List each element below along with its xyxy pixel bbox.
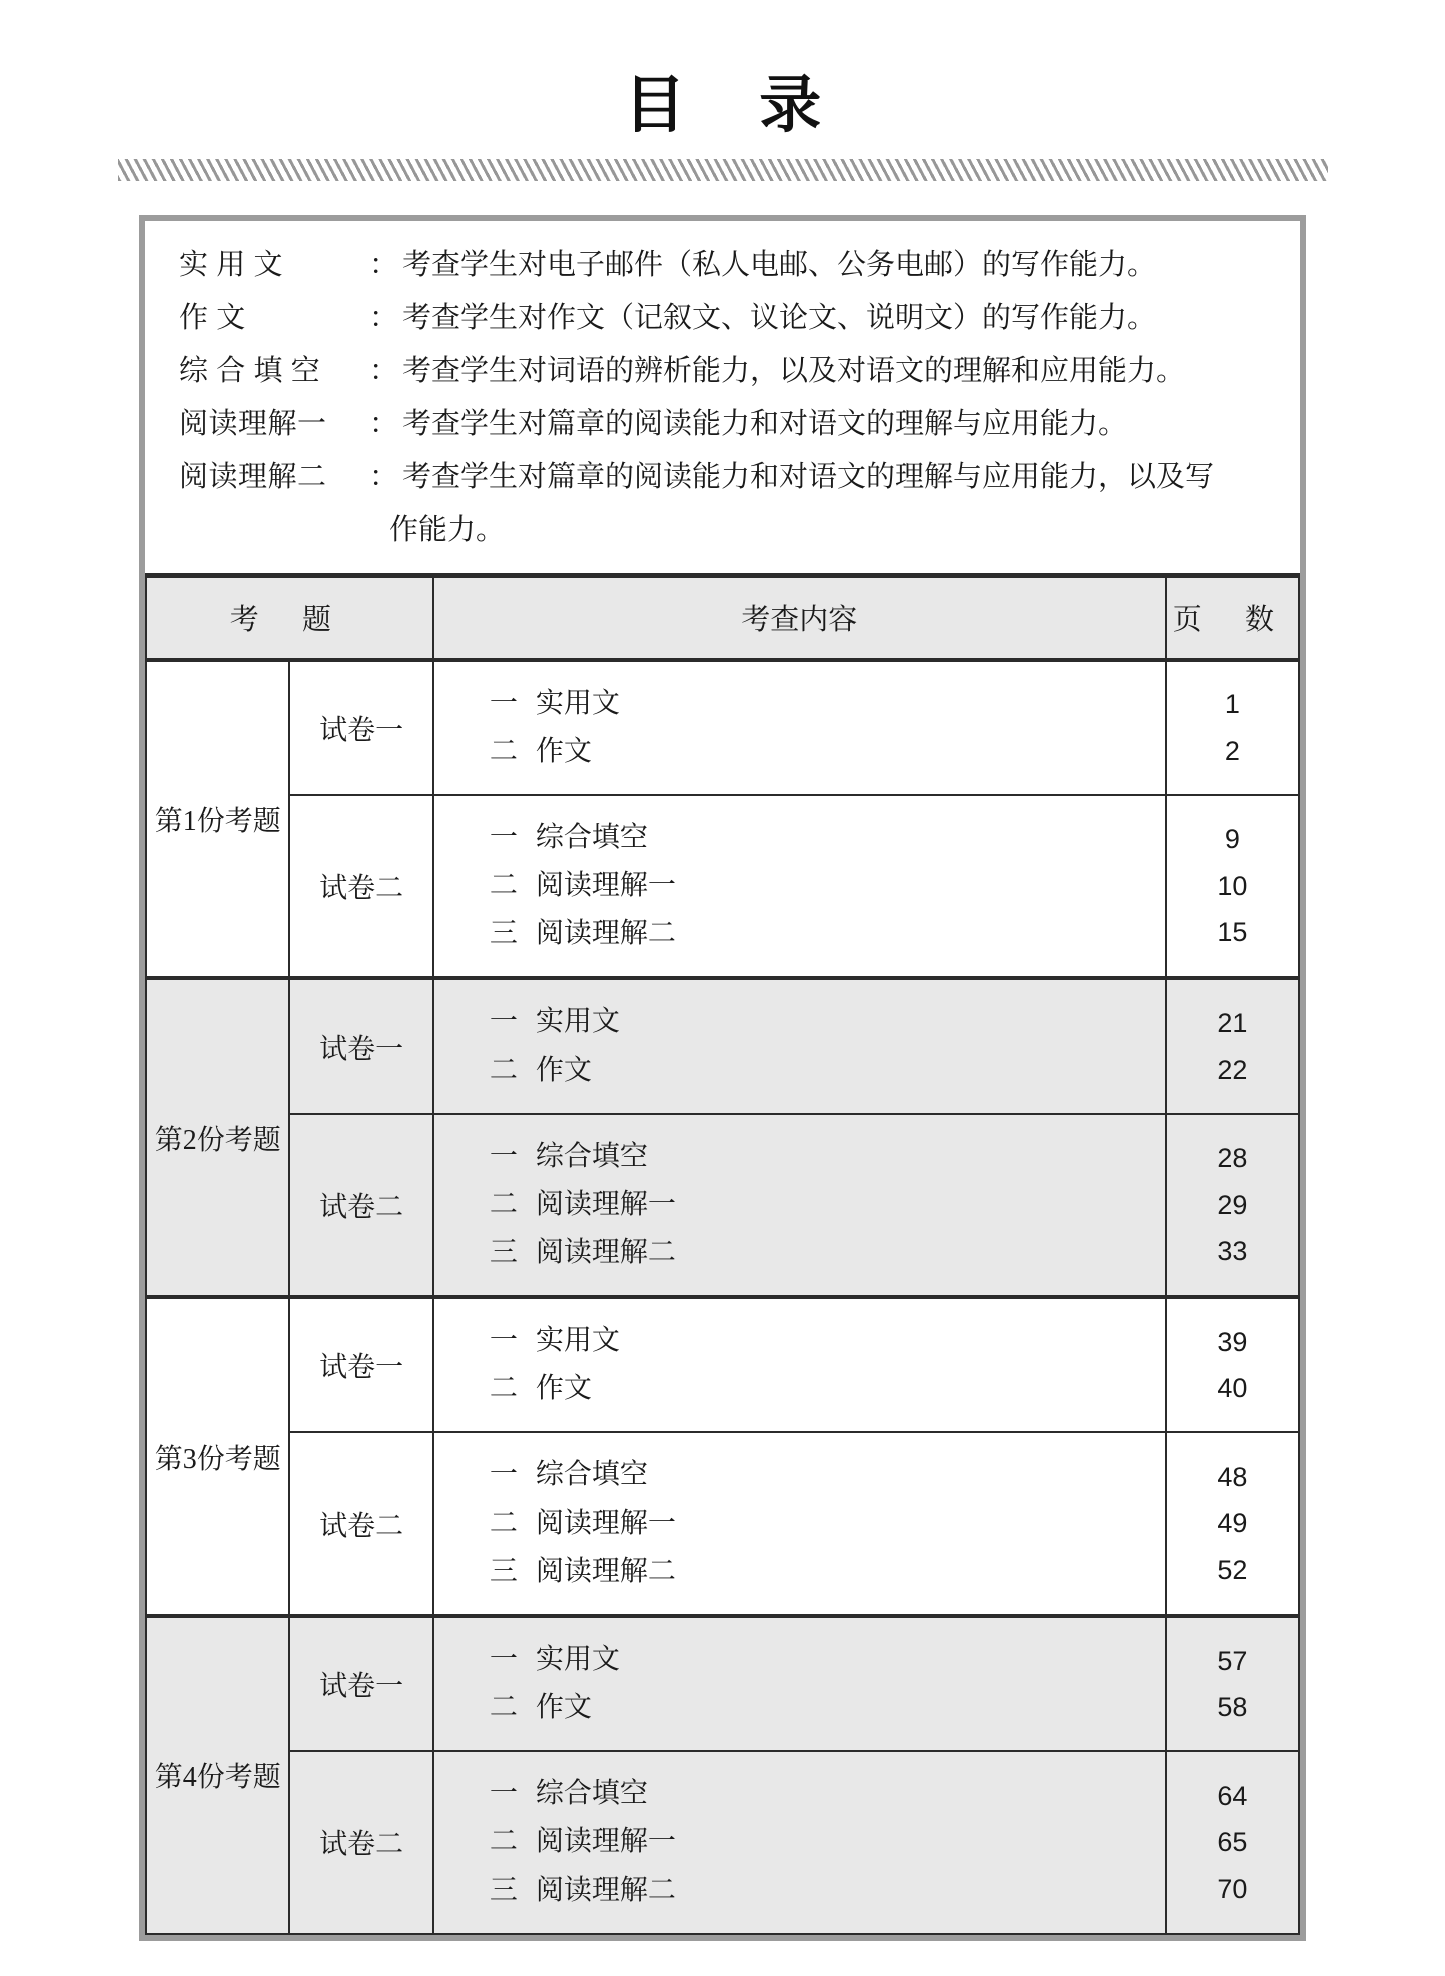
legend-row [145,402,1300,446]
detail-item [490,1818,1165,1866]
page-number: 1 [1224,689,1240,720]
paper-label: 试卷一 [289,978,432,1113]
detail-item [490,998,1165,1046]
page-number: 10 [1217,870,1248,901]
legend-row [145,296,1300,340]
detail-item-name: 作文 [535,735,592,767]
detail-item-name: 综合填空 [535,1778,648,1810]
exam-group-label: 第1份考题 [146,660,289,979]
column-header-detail-label: 考查内容 [741,604,858,637]
detail-item-name: 阅读理解二 [535,1236,676,1268]
paper-label: 试卷一 [289,660,432,795]
detail-item-number: 一 [489,1140,518,1172]
detail-item-number: 三 [489,1874,518,1906]
detail-item-name: 实用文 [535,1325,620,1357]
detail-item-number: 一 [489,1006,518,1038]
detail-item-number: 二 [489,735,518,767]
page-number: 65 [1217,1827,1248,1858]
detail-item-number: 三 [489,918,518,950]
table-row [146,978,1299,1113]
detail-item [490,680,1165,728]
detail-item-name: 作文 [535,1692,592,1724]
detail-item-number: 一 [489,821,518,853]
table-row [146,1751,1299,1933]
detail-item-name: 实用文 [535,1643,620,1675]
page-number-list [1166,1114,1299,1297]
detail-item [490,1181,1165,1229]
detail-item-name: 作文 [535,1373,592,1405]
detail-item-name: 阅读理解一 [535,870,676,902]
legend-colon: ： [369,249,399,282]
legend-box [145,221,1300,575]
exam-group-label: 第2份考题 [146,978,289,1297]
table-header [146,577,1299,660]
page-number: 22 [1217,1054,1248,1085]
detail-item-name: 综合填空 [535,1459,648,1491]
detail-list [433,795,1166,978]
detail-item [490,1548,1165,1596]
detail-list [433,660,1166,795]
legend-colon: ： [369,302,399,335]
detail-item-number: 一 [489,1325,518,1357]
detail-item-number: 一 [489,1459,518,1491]
detail-list [433,1432,1166,1615]
detail-item-number: 一 [489,1778,518,1810]
legend-label: 综 合 填 空 [179,355,321,388]
legend-text: 考查学生对电子邮件（私人电邮、公务电邮）的写作能力。 [402,249,1157,282]
table-row [146,660,1299,795]
page-number: 28 [1217,1143,1248,1174]
detail-item [490,1636,1165,1684]
column-header-page-label: 页 数 [1172,604,1293,637]
detail-item-name: 阅读理解一 [535,1507,676,1539]
table-row [146,1114,1299,1297]
detail-item-name: 实用文 [535,1006,620,1038]
exam-group-label: 第4份考题 [146,1616,289,1934]
table-header-row [146,577,1299,660]
detail-item-name: 阅读理解二 [535,1555,676,1587]
legend-text: 考查学生对篇章的阅读能力和对语文的理解与应用能力，以及写 [402,461,1215,494]
page-number-list [1166,1297,1299,1432]
table-row [146,795,1299,978]
page-number: 52 [1217,1554,1248,1585]
page-number: 40 [1217,1373,1248,1404]
detail-item-number: 三 [489,1555,518,1587]
detail-item-number: 二 [489,1692,518,1724]
detail-item-number: 二 [489,1507,518,1539]
detail-item-number: 一 [489,1643,518,1675]
detail-item-name: 阅读理解二 [535,918,676,950]
detail-item-name: 阅读理解一 [535,1188,676,1220]
detail-item-number: 二 [489,1188,518,1220]
column-header-exam [146,577,433,660]
legend-label: 阅读理解一 [179,408,327,441]
column-header-detail [433,577,1166,660]
page-number-list [1166,1616,1299,1751]
detail-item [490,862,1165,910]
page-number-list [1166,1751,1299,1933]
title-section [0,0,1445,181]
table-row [146,1297,1299,1432]
page-number: 49 [1217,1508,1248,1539]
decorative-hatch-rule [118,159,1328,181]
detail-item [490,1047,1165,1095]
page-number: 70 [1217,1873,1248,1904]
table-row [146,1616,1299,1751]
table-body [146,660,1299,1934]
detail-list [433,1616,1166,1751]
content-frame [139,215,1306,1941]
page-number: 9 [1224,824,1240,855]
paper-label: 试卷一 [289,1297,432,1432]
detail-item-name: 作文 [535,1054,592,1086]
paper-label: 试卷一 [289,1616,432,1751]
page-number: 21 [1217,1008,1248,1039]
detail-item-number: 二 [489,1054,518,1086]
page-number-list [1166,978,1299,1113]
detail-item [490,910,1165,958]
detail-item [490,728,1165,776]
detail-item [490,1133,1165,1181]
detail-item-name: 阅读理解二 [535,1874,676,1906]
detail-item [490,1867,1165,1915]
legend-row [145,243,1300,287]
page-number: 58 [1217,1692,1248,1723]
table-row [146,1432,1299,1615]
detail-item-number: 一 [489,687,518,719]
legend-continuation-text: 作能力。 [389,514,506,547]
page-number-list [1166,1432,1299,1615]
legend-colon: ： [369,461,399,494]
detail-item [490,1365,1165,1413]
paper-label: 试卷二 [289,795,432,978]
detail-list [433,1297,1166,1432]
detail-item-number: 二 [489,870,518,902]
detail-item [490,1770,1165,1818]
detail-list [433,1751,1166,1933]
detail-item-number: 二 [489,1373,518,1405]
legend-colon: ： [369,408,399,441]
column-header-page [1166,577,1299,660]
legend-continuation-row [145,508,1300,552]
page-number: 57 [1217,1645,1248,1676]
legend-colon: ： [369,355,399,388]
legend-row [145,349,1300,393]
detail-item [490,814,1165,862]
detail-item-name: 综合填空 [535,821,648,853]
page-number-list [1166,795,1299,978]
page-number: 48 [1217,1462,1248,1493]
detail-list [433,978,1166,1113]
legend-label: 阅读理解二 [179,461,327,494]
page-number: 64 [1217,1780,1248,1811]
page-number-list [1166,660,1299,795]
paper-label: 试卷二 [289,1751,432,1933]
table-of-contents [145,576,1300,1935]
detail-item [490,1317,1165,1365]
page-number: 33 [1217,1236,1248,1267]
page-number: 15 [1217,917,1248,948]
column-header-exam-label: 考 题 [229,604,350,637]
detail-item-number: 三 [489,1236,518,1268]
legend-text: 考查学生对作文（记叙文、议论文、说明文）的写作能力。 [402,302,1157,335]
paper-label: 试卷二 [289,1432,432,1615]
paper-label: 试卷二 [289,1114,432,1297]
detail-item [490,1229,1165,1277]
legend-text: 考查学生对篇章的阅读能力和对语文的理解与应用能力。 [402,408,1128,441]
exam-group-label: 第3份考题 [146,1297,289,1616]
legend-row [145,455,1300,499]
page-number: 29 [1217,1189,1248,1220]
detail-list [433,1114,1166,1297]
page-number: 39 [1217,1326,1248,1357]
page-title: 目 录 [623,68,848,141]
detail-item-number: 二 [489,1826,518,1858]
detail-item [490,1500,1165,1548]
page-number: 2 [1224,735,1240,766]
detail-item [490,1684,1165,1732]
detail-item-name: 综合填空 [535,1140,648,1172]
detail-item [490,1451,1165,1499]
detail-item-name: 阅读理解一 [535,1826,676,1858]
legend-label: 实 用 文 [179,249,284,282]
legend-label: 作 文 [179,302,246,335]
legend-text: 考查学生对词语的辨析能力，以及对语文的理解和应用能力。 [402,355,1186,388]
detail-item-name: 实用文 [535,687,620,719]
